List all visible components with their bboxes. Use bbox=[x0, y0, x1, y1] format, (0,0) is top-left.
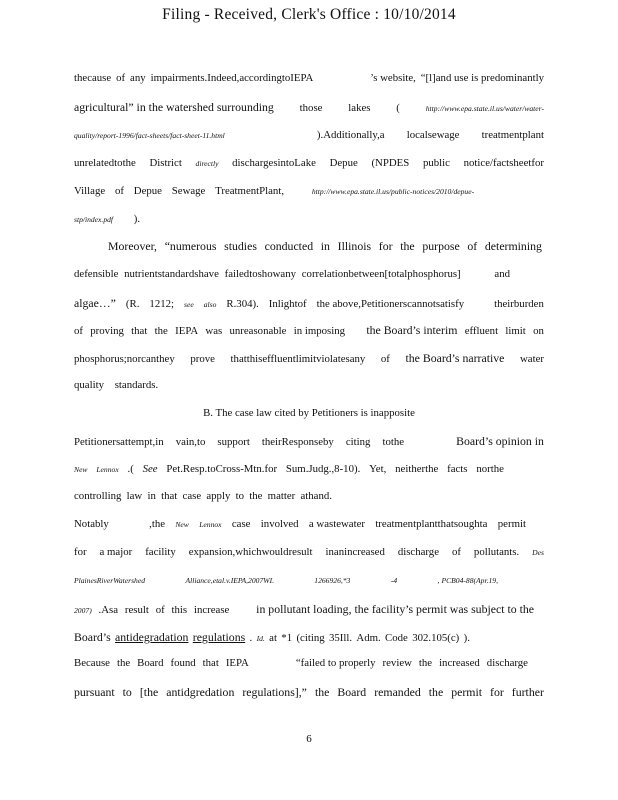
text-line-10: of proving that the IEPA was unreasonable in imposing the Board’s interim effluent limit on bbox=[74, 323, 544, 337]
text-line-7: Moreover, “numerous studies conducted in Illinois for the purpose of determining bbox=[108, 239, 542, 253]
text-line-15: controlling law in that case apply to the matter athand. bbox=[74, 490, 332, 502]
text-line-4: unrelatedtothe District directly dischargesintoLake Depue (NPDES public notice/factsheetfor bbox=[74, 157, 544, 169]
text-line-2: agricultural” in the watershed surrounding those lakes ( http://www.epa.state.il.us/water/water- bbox=[74, 100, 544, 114]
text-line-14: New Lennox .( See Pet.Resp.toCross-Mtn.for Sum.Judg.,8-10). Yet, neitherthe facts northe bbox=[74, 463, 504, 475]
text-line-3: quality/report-1996/fact-sheets/fact-sheet-11.html ).Additionally,a localsewage treatmentplant bbox=[74, 129, 544, 141]
text-line-9: algae…” (R. 1212; see also R.304). Inlightof the above,Petitionerscannotsatisfy theirburden bbox=[74, 296, 544, 310]
text-line-11: phosphorus;norcanthey prove thatthiseffluentlimitviolatesany of the Board’s narrative water bbox=[74, 351, 544, 365]
text-line-8: defensible nutrientstandardshave failedtoshowany correlationbetween[totalphosphorus] and bbox=[74, 268, 510, 280]
text-line-6: stp/index.pdf ). bbox=[74, 213, 141, 225]
section-heading: B. The case law cited by Petitioners is inapposite bbox=[203, 407, 415, 419]
text-line-16: Notably ,the New Lennox case involved a wastewater treatmentplantthatsoughta permit bbox=[74, 518, 526, 530]
page-number: 6 bbox=[306, 733, 312, 745]
text-line-12: quality standards. bbox=[74, 379, 159, 391]
text-line-13: Petitionersattempt,in vain,to support theirResponseby citing tothe Board’s opinion in bbox=[74, 434, 544, 448]
text-line-20: Board’s antidegradation regulations . Id. at *1 (citing 35Ill. Adm. Code 302.105(c) ). bbox=[74, 630, 470, 644]
text-line-17: for a major facility expansion,whichwouldresult inanincreased discharge of pollutants. Des bbox=[74, 546, 544, 558]
filing-header: Filing - Received, Clerk's Office : 10/10/2014 bbox=[162, 6, 456, 23]
text-line-21: Because the Board found that IEPA “failed to properly review the increased discharge bbox=[74, 657, 528, 669]
text-line-1: thecause of any impairments.Indeed,accordingtoIEPA ’s website, “[l]and use is predominantly bbox=[74, 72, 544, 84]
text-line-5: Village of Depue Sewage TreatmentPlant, http://www.epa.state.il.us/public-notices/2010/depue- bbox=[74, 185, 475, 197]
text-line-19: 2007) .Asa result of this increase in pollutant loading, the facility’s permit was subject to the bbox=[74, 602, 534, 616]
text-line-18: PlainesRiverWatershed Alliance,etal.v.IEPA,2007WL 1266926,*3 -4 , PCB04-88(Apr.19, bbox=[74, 576, 498, 585]
text-line-22: pursuant to [the antidgredation regulations],” the Board remanded the permit for further bbox=[74, 685, 544, 699]
